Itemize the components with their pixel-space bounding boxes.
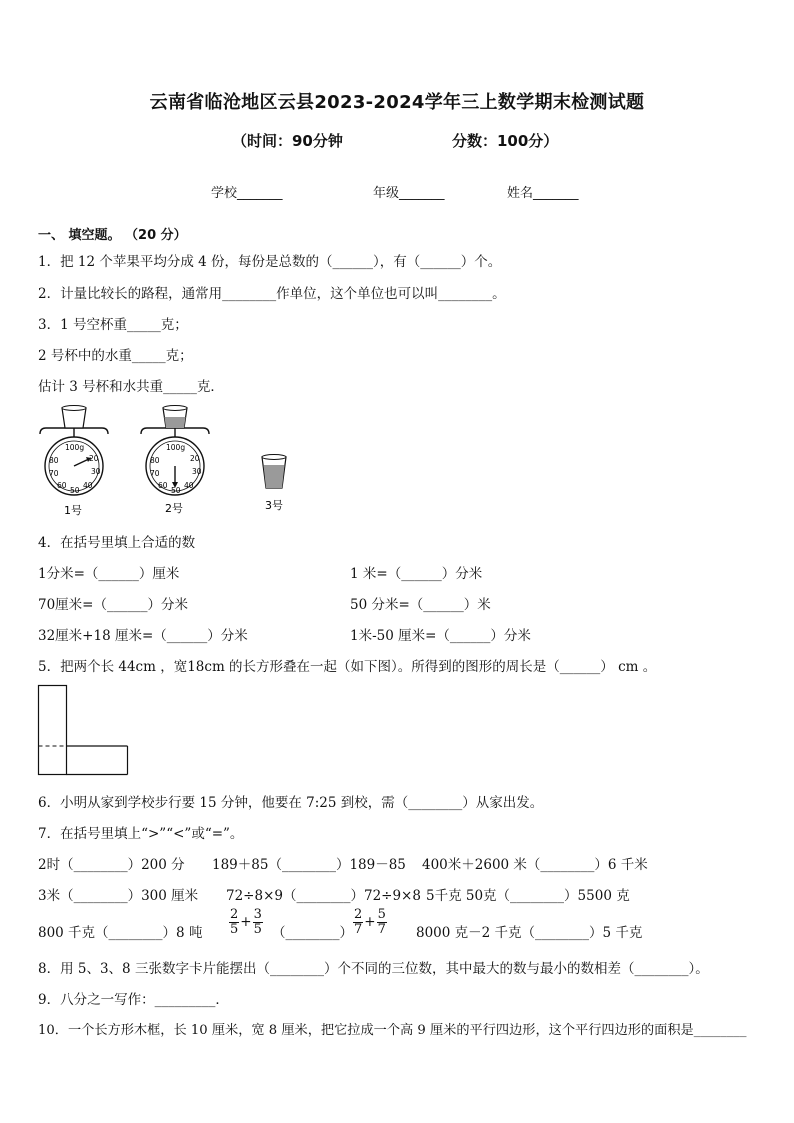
q4-item: 50 分米=（______）米: [350, 597, 491, 613]
dial-label: 50: [171, 486, 181, 495]
dial-label: 50: [70, 486, 80, 495]
dial-label: 60: [57, 481, 67, 490]
q4-item: 70厘米=（______）分米: [38, 597, 188, 613]
scale-figure: [36, 402, 306, 520]
dial-label: 100g: [65, 443, 85, 452]
question-3-line-3: 估计 3 号杯和水共重_____克．: [38, 379, 224, 395]
cup-3: [262, 455, 286, 489]
dial-label: 60: [158, 481, 168, 490]
grade-field[interactable]: 年级_______: [373, 186, 445, 201]
caption-cup-2: 2号: [165, 502, 183, 515]
rectangles-figure: [37, 684, 130, 778]
section-heading: 一、 填空题。 （20 分）: [38, 228, 187, 243]
q7-blank: （________）: [272, 925, 353, 941]
fraction: $\frac{2}{5}$: [230, 907, 239, 937]
q7-item: 800 千克（________）8 吨: [38, 925, 203, 941]
question-6: 6．小明从家到学校步行要 15 分钟，他要在 7:25 到校，需（________）从家出发。: [38, 795, 544, 811]
dial-label: 70: [150, 469, 160, 478]
dial-label: 30: [192, 467, 202, 476]
question-3-line-1: 3．1 号空杯重_____克；: [38, 317, 188, 333]
q7-item: 3米（________）300 厘米: [38, 888, 199, 904]
caption-cup-3: 3号: [265, 499, 283, 512]
question-3-line-2: 2 号杯中的水重_____克；: [38, 348, 193, 364]
dial-label: 40: [83, 481, 93, 490]
dial-label: 20: [190, 454, 200, 463]
q7-item: 72÷8×9（________）72÷9×8: [226, 888, 421, 904]
caption-cup-1: 1号: [64, 504, 82, 517]
dial-label: 100g: [166, 443, 186, 452]
question-8: 8．用 5、3、8 三张数字卡片能摆出（________）个不同的三位数，其中最大的数与最小的数相差（________）。: [38, 961, 709, 977]
dial-label: 20: [89, 454, 99, 463]
question-9: 9．八分之一写作：_________．: [38, 992, 229, 1008]
q4-item: 1 米=（______）分米: [350, 566, 483, 582]
dial-label: 80: [150, 456, 160, 465]
q7-item: 8000 克－2 千克（________）5 千克: [416, 925, 643, 941]
exam-time: （时间：90分钟: [232, 132, 343, 150]
fraction: $\frac{5}{7}$: [377, 907, 386, 937]
q4-item: 1米-50 厘米=（______）分米: [350, 628, 531, 644]
exam-title: 云南省临沧地区云县2023-2024学年三上数学期末检测试题: [149, 92, 645, 113]
fraction: $\frac{3}{5}$: [253, 907, 262, 937]
question-7: 7．在括号里填上“>”“<”或“=”。: [38, 826, 244, 842]
dial-label: 30: [91, 467, 101, 476]
fraction: $\frac{2}{7}$: [354, 907, 363, 937]
dial-label: 40: [184, 481, 194, 490]
dial-label: 80: [49, 456, 59, 465]
dial-label: 70: [49, 469, 59, 478]
fraction-expression-1: $\frac{2}{5}$ + $\frac{3}{5}$: [230, 907, 262, 937]
school-field[interactable]: 学校_______: [211, 186, 283, 201]
q7-item: 189＋85（________）189－85: [212, 857, 406, 873]
exam-score: 分数：100分）: [452, 132, 559, 150]
question-4: 4．在括号里填上合适的数: [38, 535, 196, 551]
name-field[interactable]: 姓名_______: [507, 186, 579, 201]
q7-item: 400米＋2600 米（________）6 千米: [422, 857, 648, 873]
q7-item: 2时（________）200 分: [38, 857, 185, 873]
q7-item: 5千克 50克（________）5500 克: [426, 888, 630, 904]
question-1: 1．把 12 个苹果平均分成 4 份，每份是总数的（______），有（______）个。: [38, 254, 502, 270]
question-5: 5．把两个长 44cm ，宽18cm 的长方形叠在一起（如下图）。所得到的图形的周长是（______） cm 。: [38, 659, 657, 675]
question-10: 10．一个长方形木框，长 10 厘米，宽 8 厘米，把它拉成一个高 9 厘米的平行四边形，这个平行四边形的面积是________: [38, 1023, 747, 1038]
fraction-expression-2: $\frac{2}{7}$ + $\frac{5}{7}$: [354, 907, 386, 937]
q4-item: 1分米=（______）厘米: [38, 566, 180, 582]
q4-item: 32厘米+18 厘米=（______）分米: [38, 628, 248, 644]
question-2: 2．计量比较长的路程，通常用________作单位，这个单位也可以叫________。: [38, 286, 506, 302]
